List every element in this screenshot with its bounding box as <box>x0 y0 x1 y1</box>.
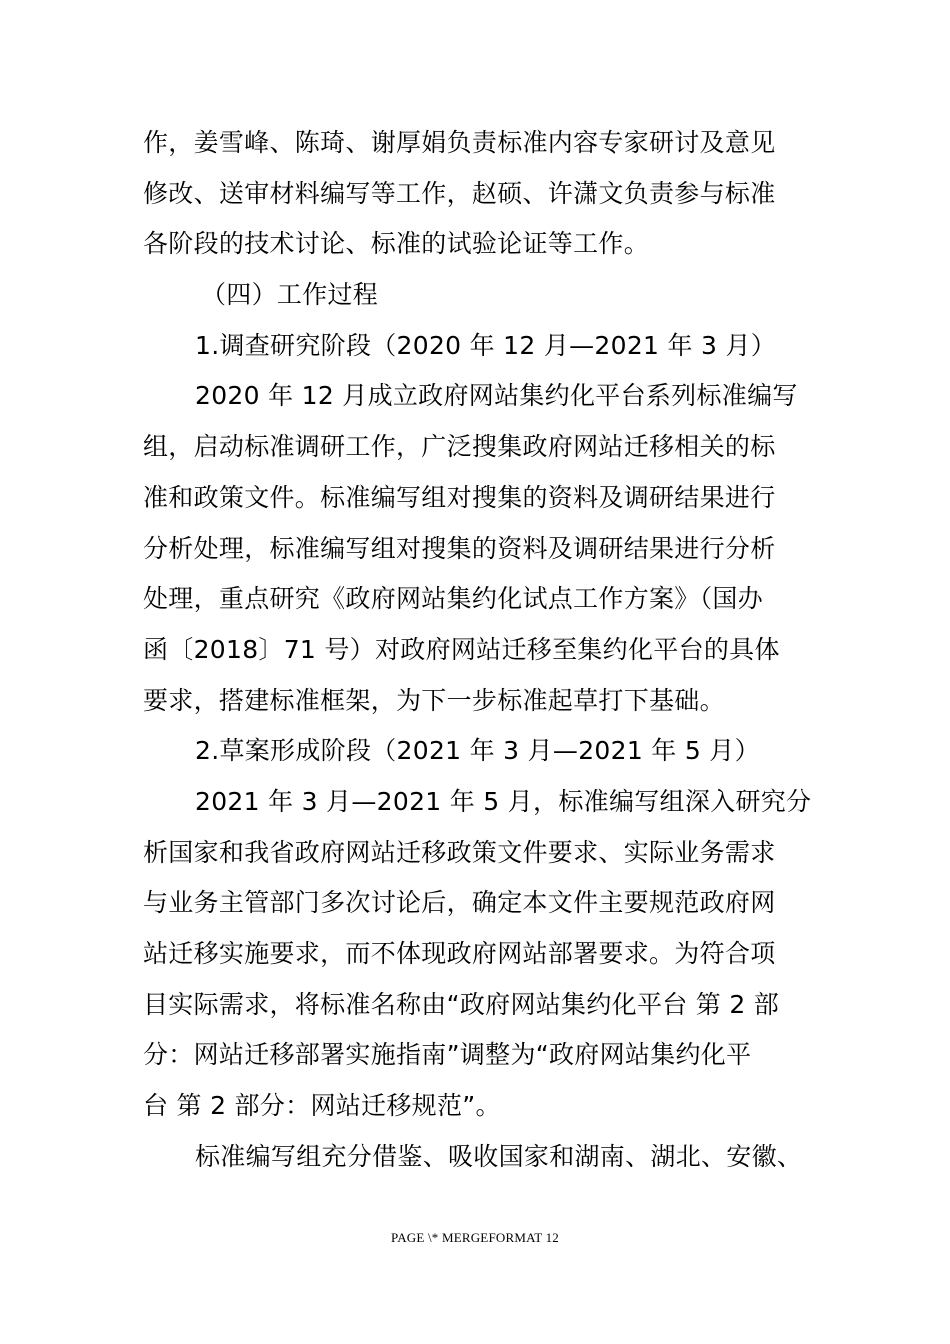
text-line: 析国家和我省政府网站迁移政策文件要求、实际业务需求 <box>143 837 776 867</box>
text-line: 与业务主管部门多次讨论后，确定本文件主要规范政府网 <box>143 888 776 918</box>
text-line: 作，姜雪峰、陈琦、谢厚娟负责标准内容专家研讨及意见 <box>143 128 776 157</box>
text-line: 分：网站迁移部署实施指南”调整为“政府网站集约化平 <box>143 1040 752 1070</box>
text-line: 2021 年 3 月—2021 年 5 月，标准编写组深入研究分 <box>195 786 812 816</box>
document-body <box>143 118 823 1182</box>
text-line: 标准编写组充分借鉴、吸收国家和湖南、湖北、安徽、 <box>195 1141 803 1171</box>
text-line: 组，启动标准调研工作，广泛搜集政府网站迁移相关的标 <box>143 432 776 462</box>
subsection-heading: 1.调查研究阶段（2020 年 12 月—2021 年 3 月） <box>195 330 777 360</box>
text-line: 要求，搭建标准框架，为下一步标准起草打下基础。 <box>143 685 725 715</box>
text-line: 台 第 2 部分：网站迁移规范”。 <box>143 1091 501 1121</box>
subsection-heading: 2.草案形成阶段（2021 年 3 月—2021 年 5 月） <box>195 736 760 766</box>
text-line: 站迁移实施要求，而不体现政府网站部署要求。为符合项 <box>143 939 776 968</box>
text-line: 处理，重点研究《政府网站集约化试点工作方案》（国办 <box>143 584 764 614</box>
text-line: 目实际需求，将标准名称由“政府网站集约化平台 第 2 部 <box>143 989 780 1019</box>
text-line: 修改、送审材料编写等工作，赵硕、许潇文负责参与标准 <box>143 178 776 208</box>
text-line: 各阶段的技术讨论、标准的试验论证等工作。 <box>143 229 650 259</box>
section-heading: （四）工作过程 <box>201 280 379 310</box>
text-line: 准和政策文件。标准编写组对搜集的资料及调研结果进行 <box>143 482 776 512</box>
page-footer: PAGE \* MERGEFORMAT 12 <box>390 1230 560 1245</box>
text-line: 分析处理，标准编写组对搜集的资料及调研结果进行分析 <box>143 533 776 563</box>
text-line: 函〔2018〕71 号）对政府网站迁移至集约化平台的具体 <box>143 634 780 664</box>
text-line: 2020 年 12 月成立政府网站集约化平台系列标准编写 <box>195 381 798 411</box>
